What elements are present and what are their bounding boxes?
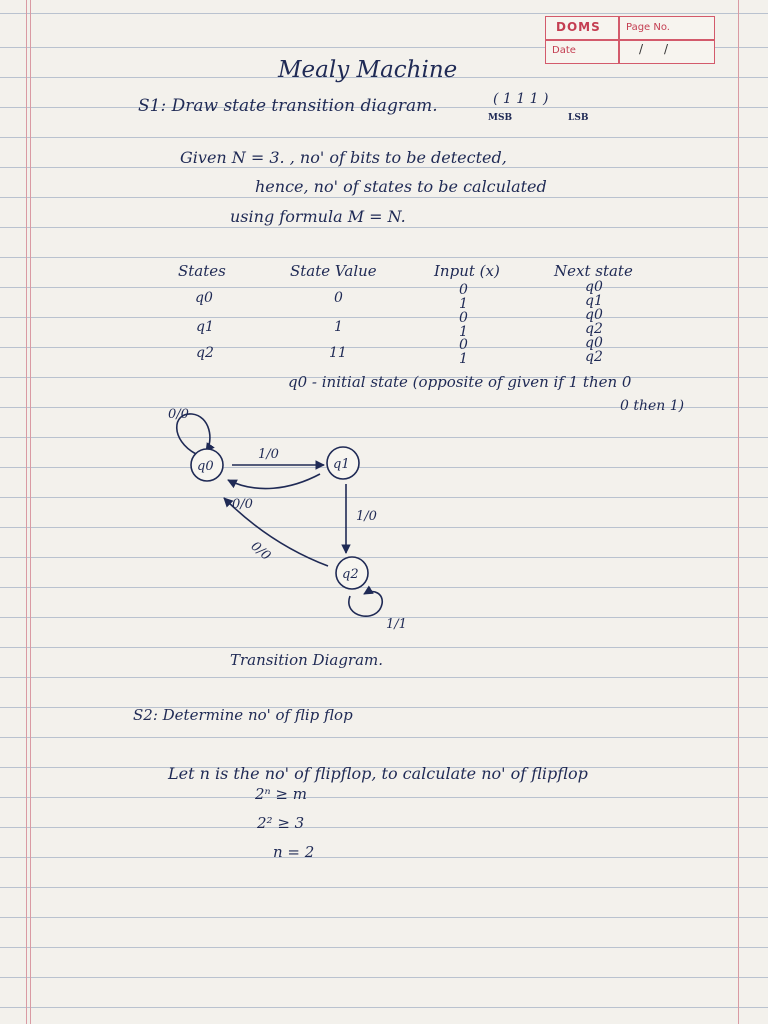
table-cell: q2 [585, 349, 603, 365]
table-cell: 0 [334, 290, 343, 306]
table-cell: 1 [459, 351, 468, 367]
given-line-1: Given N = 3. , no' of bits to be detected, [180, 148, 507, 167]
table-cell: q1 [196, 319, 214, 335]
equation-3: n = 2 [273, 843, 315, 861]
table-cell: q0 [585, 335, 603, 351]
table-cell: 1 [459, 324, 468, 340]
diagram-caption: Transition Diagram. [230, 651, 384, 669]
step2-heading: S2: Determine no' of flip flop [133, 706, 353, 724]
edge-label-q1-q2: 1/0 [356, 509, 377, 524]
msb-label: MSB [488, 113, 513, 123]
table-cell: q0 [585, 279, 603, 295]
page-title: Mealy Machine [278, 57, 458, 83]
edge-label-q1-q0: 0/0 [232, 497, 253, 512]
edge-q1-q0 [228, 474, 320, 489]
sequence-bits: ( 1 1 1 ) [493, 91, 549, 107]
date-label: Date [552, 45, 576, 56]
given-line-3: using formula M = N. [230, 207, 406, 226]
edge-label-q2-q0: 0/0 [247, 538, 274, 564]
table-cell: 11 [329, 345, 347, 361]
edge-q2-self [349, 592, 382, 617]
equation-1: 2ⁿ ≥ m [255, 785, 307, 803]
step1-heading: S1: Draw state transition diagram. [138, 96, 438, 116]
table-cell: q2 [196, 345, 214, 361]
brand-logo: DOMS [556, 20, 601, 34]
table-header: States [178, 262, 226, 280]
state-label-q1: q1 [333, 457, 350, 472]
table-cell: 1 [334, 319, 343, 335]
table-cell: q0 [585, 307, 603, 323]
table-cell: q0 [195, 290, 213, 306]
equation-2: 2² ≥ 3 [257, 814, 305, 832]
table-cell: 0 [459, 282, 468, 298]
given-line-2: hence, no' of states to be calculated [255, 177, 547, 196]
initial-state-note-2: 0 then 1) [620, 398, 685, 414]
page-no-label: Page No. [626, 22, 670, 33]
date-separator: / [639, 42, 644, 56]
table-header: Next state [554, 262, 633, 280]
table-header: Input (x) [434, 262, 500, 280]
table-cell: q2 [585, 321, 603, 337]
table-header: State Value [290, 262, 377, 280]
table-cell: 0 [459, 337, 468, 353]
lsb-label: LSB [568, 113, 589, 123]
table-cell: q1 [585, 293, 603, 309]
date-separator: / [664, 42, 669, 56]
table-cell: 1 [459, 296, 468, 312]
edge-label-q0-self: 0/0 [168, 407, 189, 422]
table-cell: 0 [459, 310, 468, 326]
step2-text: Let n is the no' of flipflop, to calculate no' of flipflop [168, 764, 588, 783]
initial-state-note: q0 - initial state (opposite of given if 1 then 0 [288, 373, 632, 391]
edge-label-q0-q1: 1/0 [258, 447, 279, 462]
state-label-q0: q0 [197, 459, 214, 474]
edge-label-q2-self: 1/1 [386, 617, 407, 632]
state-label-q2: q2 [342, 567, 359, 582]
